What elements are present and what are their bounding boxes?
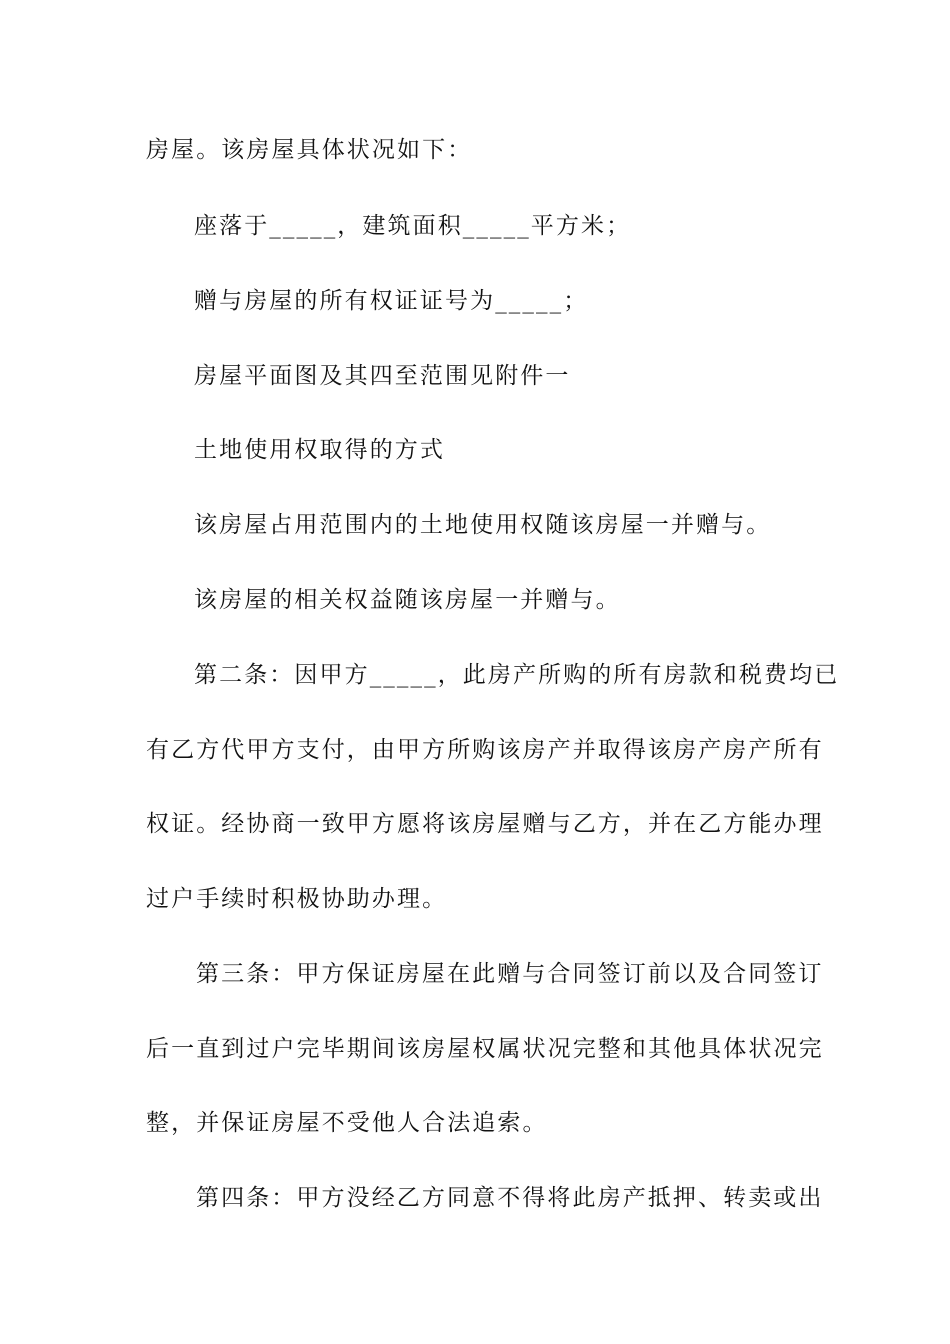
text-line-15: 第四条：甲方没经乙方同意不得将此房产抵押、转卖或出 <box>196 1185 824 1211</box>
text-line-6: 该房屋占用范围内的土地使用权随该房屋一并赠与。 <box>194 512 772 538</box>
text-line-9: 有乙方代甲方支付，由甲方所购该房产并取得该房产房产所有 <box>146 737 824 763</box>
text-line-10: 权证。经协商一致甲方愿将该房屋赠与乙方，并在乙方能办理 <box>146 811 824 837</box>
text-line-12: 第三条：甲方保证房屋在此赠与合同签订前以及合同签订 <box>196 961 824 987</box>
text-line-8: 第二条：因甲方_____，此房产所购的所有房款和税费均已 <box>194 662 840 688</box>
text-line-4: 房屋平面图及其四至范围见附件一 <box>194 363 571 389</box>
text-line-5: 土地使用权取得的方式 <box>194 437 445 463</box>
text-line-14: 整，并保证房屋不受他人合法追索。 <box>146 1110 548 1136</box>
text-line-7: 该房屋的相关权益随该房屋一并赠与。 <box>194 587 621 613</box>
text-line-1: 房屋。该房屋具体状况如下： <box>146 137 473 163</box>
text-line-13: 后一直到过户完毕期间该房屋权属状况完整和其他具体状况完 <box>146 1036 824 1062</box>
text-line-2: 座落于_____，建筑面积_____平方米； <box>194 213 632 239</box>
text-line-3: 赠与房屋的所有权证证号为_____； <box>194 288 589 314</box>
text-line-11: 过户手续时积极协助办理。 <box>146 886 448 912</box>
